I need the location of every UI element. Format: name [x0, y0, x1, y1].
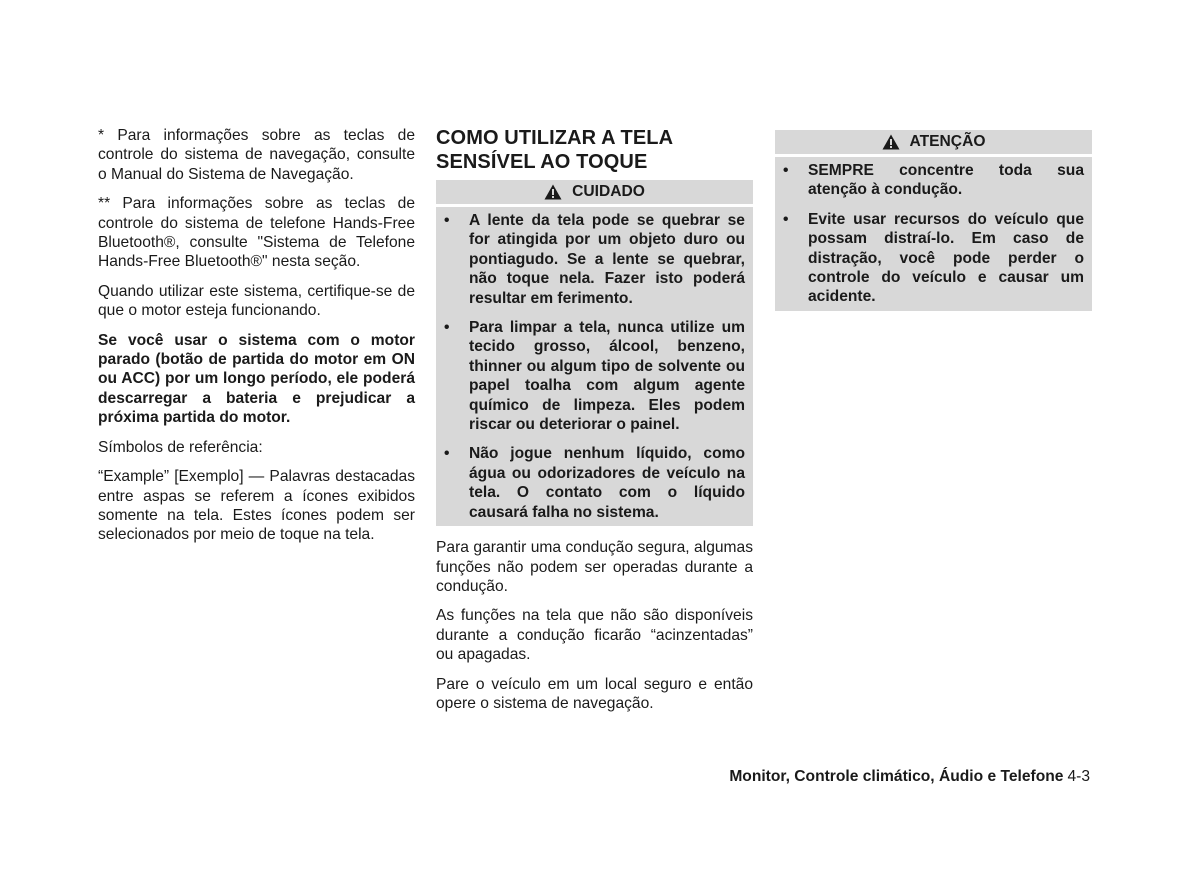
- caution-item-text: Não jogue nenhum líquido, como água ou odorizadores de veículo na tela. O contato com o líquido causará falha no sistema.: [469, 445, 745, 521]
- page-number: 4-3: [1067, 768, 1090, 785]
- list-item: • A lente da tela pode se quebrar se for atingida por um objeto duro ou pontiagudo. Se a lente se quebrar, não toque nela. Fazer isto poderá resultar em ferimento.: [444, 212, 745, 307]
- caution-box: [436, 180, 753, 526]
- attention-box-header: [775, 130, 1092, 157]
- phone-keys-note: ** Para informações sobre as teclas de controle do sistema de telefone Hands-Free Bluetooth®, consulte "Sistema de Telefone Hands-Free Bluetooth®" nesta seção.: [98, 195, 415, 271]
- right-column: [775, 130, 1092, 311]
- caution-item-text: Para limpar a tela, nunca utilize um tecido grosso, álcool, benzeno, thinner ou algum tipo de solvente ou papel toalha com algum agente químico de limpeza. Eles podem riscar ou deteriorar o painel.: [469, 319, 745, 434]
- list-item: • Para limpar a tela, nunca utilize um tecido grosso, álcool, benzeno, thinner ou algum tipo de solvente ou papel toalha com algum agente químico de limpeza. Eles podem riscar ou deteriorar o painel.: [444, 319, 745, 434]
- page-footer: [729, 767, 1090, 787]
- list-item: • SEMPRE concentre toda sua atenção à condução.: [783, 162, 1084, 199]
- middle-column: [436, 126, 753, 723]
- stop-vehicle-note: Pare o veículo em um local seguro e então opere o sistema de navegação.: [436, 675, 753, 712]
- warning-triangle-icon: [882, 134, 900, 150]
- list-item: • Evite usar recursos do veículo que possam distraí-lo. Em caso de distração, você pode perder o controle do veículo e causar um acidente.: [783, 210, 1084, 306]
- caution-item-text: A lente da tela pode se quebrar se for atingida por um objeto duro ou pontiagudo. Se a lente se quebrar, não toque nela. Fazer isto poderá resultar em ferimento.: [469, 212, 745, 307]
- engine-running-note: Quando utilizar este sistema, certifique-se de que o motor esteja funcionando.: [98, 282, 415, 320]
- example-explanation: “Example” [Exemplo] — Palavras destacadas entre aspas se referem a ícones exibidos somente na tela. Estes ícones podem ser selecionados por meio de toque na tela.: [98, 468, 415, 544]
- attention-item-text: SEMPRE concentre toda sua atenção à condução.: [808, 162, 1084, 199]
- battery-warning-text: Se você usar o sistema com o motor parado (botão de partida do motor em ON ou ACC) por um longo período, ele poderá descarregar a bateria e prejudicar a próxima partida do motor.: [98, 331, 415, 427]
- caution-box-title: CUIDADO: [572, 183, 645, 200]
- left-column: [98, 126, 415, 555]
- nav-keys-note: * Para informações sobre as teclas de controle do sistema de navegação, consulte o Manual do Sistema de Navegação.: [98, 127, 415, 183]
- greyed-out-note: As funções na tela que não são disponíveis durante a condução ficarão “acinzentadas” ou apagadas.: [436, 607, 753, 664]
- section-heading: COMO UTILIZAR A TELA SENSÍVEL AO TOQUE: [436, 127, 673, 173]
- reference-symbols-label: Símbolos de referência:: [98, 438, 263, 456]
- attention-list: [783, 161, 1084, 307]
- caution-box-header: [436, 180, 753, 207]
- attention-box-title: ATENÇÃO: [909, 133, 986, 150]
- footer-section-title: Monitor, Controle climático, Áudio e Telefone: [729, 768, 1064, 785]
- attention-box: [775, 130, 1092, 311]
- list-item: • Não jogue nenhum líquido, como água ou odorizadores de veículo na tela. O contato com o líquido causará falha no sistema.: [444, 445, 745, 521]
- attention-item-text: Evite usar recursos do veículo que possam distraí-lo. Em caso de distração, você pode perder o controle do veículo e causar um acidente.: [808, 210, 1084, 306]
- warning-triangle-icon: [544, 184, 562, 200]
- caution-list: [444, 211, 745, 522]
- safe-driving-note: Para garantir uma condução segura, algumas funções não podem ser operadas durante a condução.: [436, 539, 753, 595]
